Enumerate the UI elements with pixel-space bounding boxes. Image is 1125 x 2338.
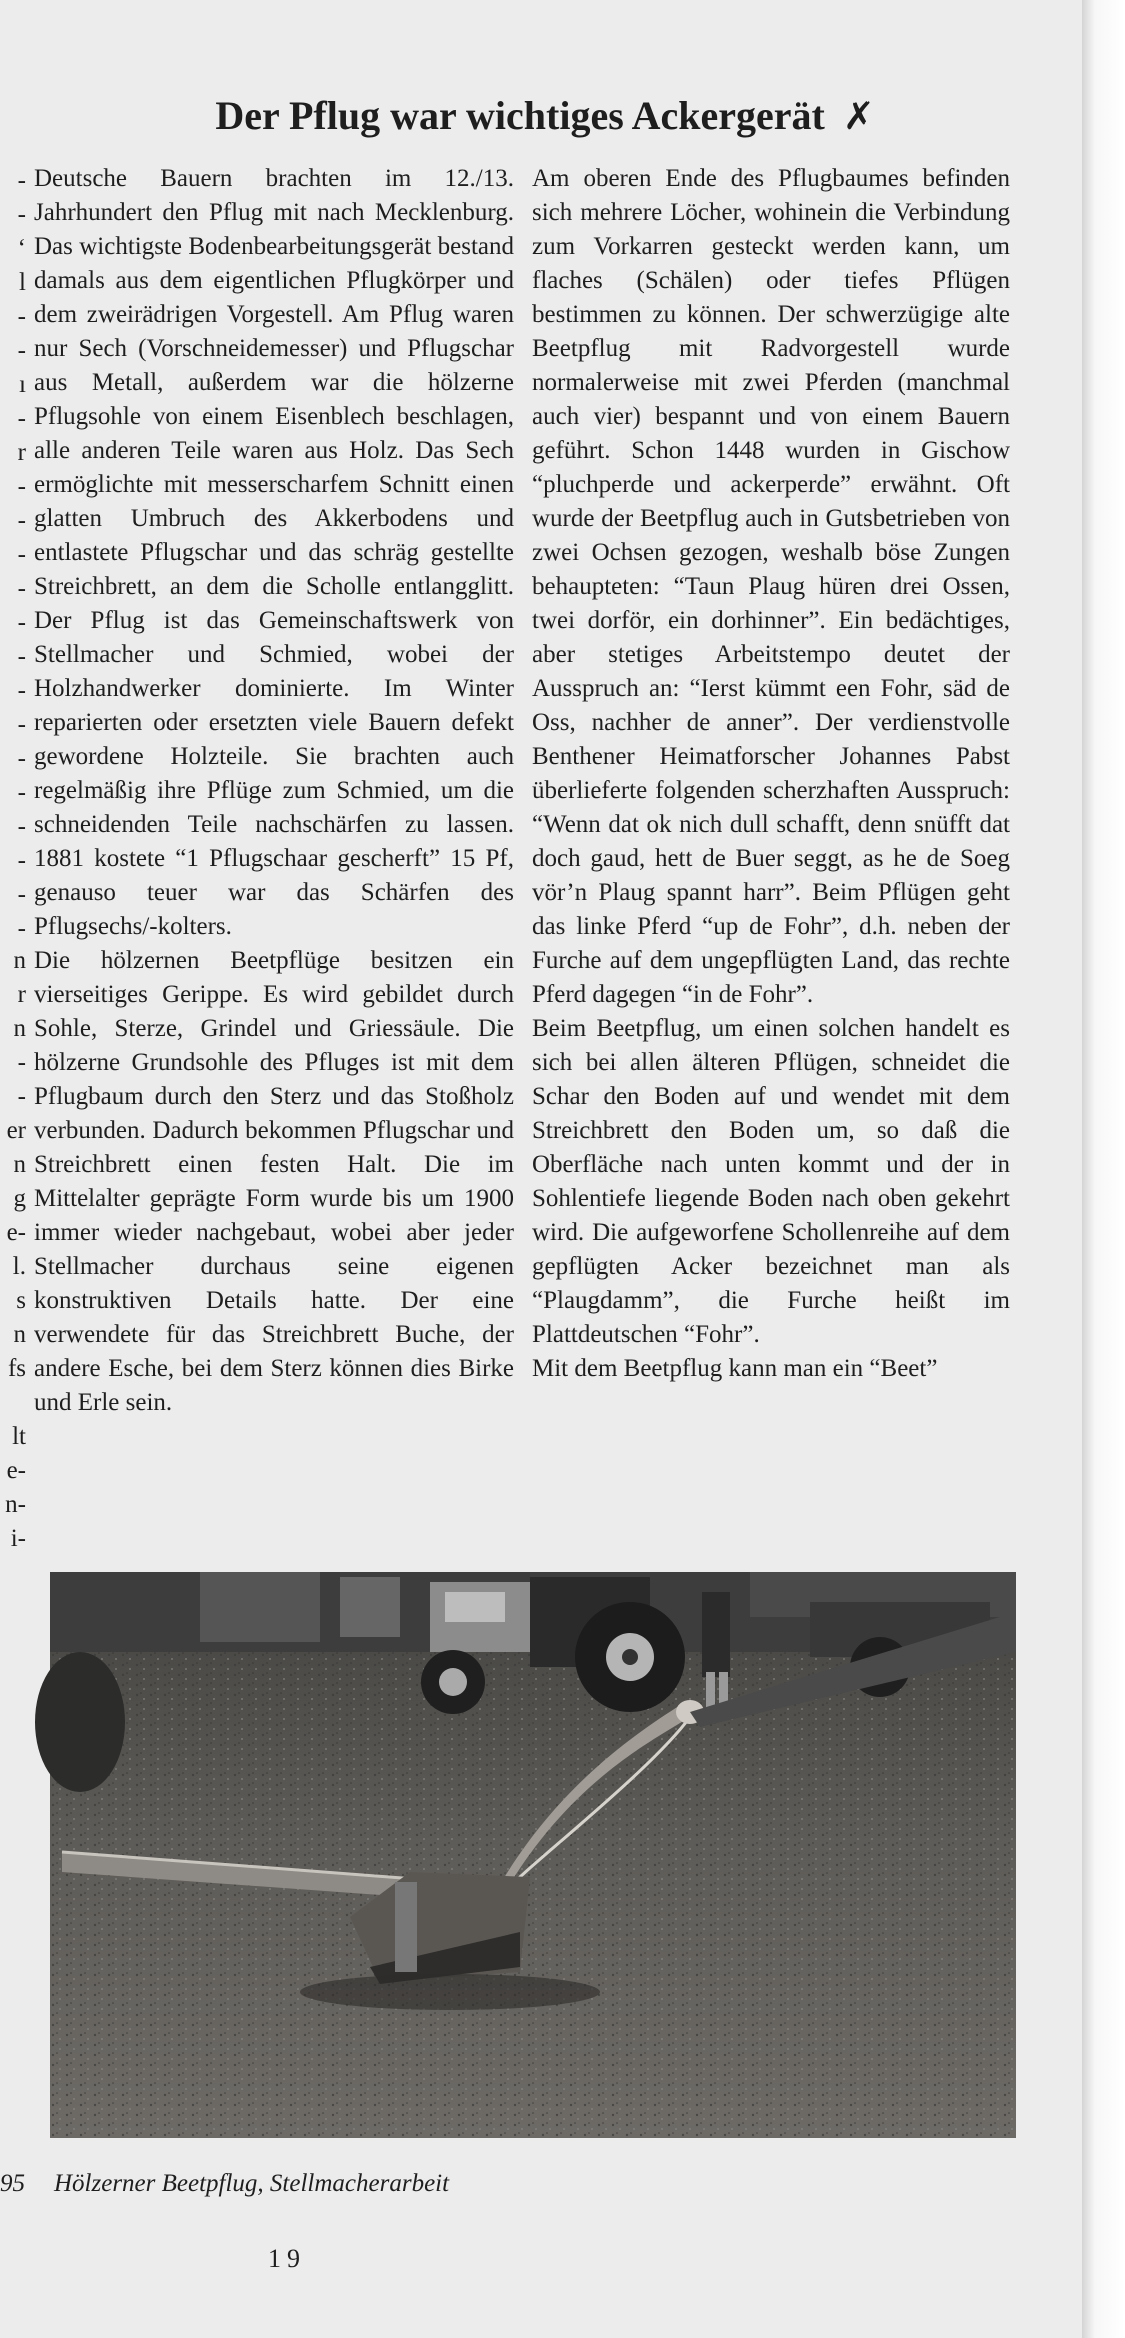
fragment-line: -: [17, 779, 26, 806]
fragment-line: -: [17, 1083, 26, 1110]
fragment-line: -: [17, 677, 26, 704]
fragment-line: -: [17, 881, 26, 908]
fragment-line: ‘: [17, 235, 26, 262]
neighbour-column-fragments-bottom: [0, 944, 26, 1556]
plough-photograph: [50, 1572, 1016, 2138]
fragment-line: lt: [12, 1423, 26, 1450]
fragment-line: n: [13, 947, 26, 974]
paragraph: Mit dem Beetpflug kann man ein “Beet”: [532, 1355, 938, 1382]
left-text-column: [34, 162, 514, 1420]
fragment-line: n: [13, 1015, 26, 1042]
fragment-line: -: [17, 643, 26, 670]
fragment-line: -: [17, 507, 26, 534]
fragment-line: -: [17, 609, 26, 636]
fragment-line: er: [6, 1117, 26, 1144]
photo-caption: Hölzerner Beetpflug, Stellmacherarbeit: [54, 2170, 450, 2197]
fragment-line: i-: [10, 1525, 26, 1552]
fragment-line: [0, 1386, 26, 1420]
fragment-line: -: [17, 167, 26, 194]
fragment-line: s: [16, 1287, 26, 1314]
fragment-line: -: [17, 405, 26, 432]
fragment-line: n: [13, 1321, 26, 1348]
article-title: [80, 92, 1010, 139]
fragment-line: -: [17, 711, 26, 738]
fragment-line: g: [13, 1185, 26, 1212]
fragment-line: -: [17, 575, 26, 602]
plough-photo-drawing: [50, 1572, 1016, 2138]
handwritten-cross-mark: ✗: [842, 94, 875, 138]
fragment-line: r: [17, 439, 26, 466]
fragment-line: -: [17, 541, 26, 568]
page-number: 19: [268, 2244, 306, 2273]
fragment-line: -: [17, 745, 26, 772]
page-edge: [1082, 0, 1125, 2338]
paragraph: Die hölzernen Beetpflüge besitzen ein vierseitiges Gerippe. Es wird gebildet durch Sohle, Sterze, Grindel und Griessäule. Die hölzerne Grundsohle des Pfluges ist mit dem Pflugbaum durch den Sterz und das Stoßholz verbunden. Dadurch bekommen Pflugschar und Streichbrett einen festen Halt. Die im Mittelalter geprägte Form wurde bis um 1900 immer wieder nachgebaut, wobei aber jeder Stellmacher durchaus seine eigenen konstruktiven Details hatte. Der eine verwendete für das Streichbrett Buche, der andere Esche, bei dem Sterz können dies Birke und Erle sein.: [34, 947, 514, 1416]
fragment-line: ı: [19, 371, 26, 398]
fragment-line: -: [17, 847, 26, 874]
fragment-line: -: [17, 201, 26, 228]
paragraph: Am oberen Ende des Pflugbaumes befinden sich mehrere Löcher, wohinein die Verbindung zum Vorkarren gesteckt werden kann, um flaches (Schälen) oder tiefes Pflügen bestimmen zu können. Der schwerzügige alte Beetpflug mit Radvorgestell wurde normalerweise mit zwei Pferden (manchmal auch vier) bespannt und von einem Bauern geführt. Schon 1448 wurden in Gischow “pluchperde und ackerperde” erwähnt. Oft wurde der Beetpflug auch in Gutsbetrieben von zwei Ochsen gezogen, weshalb böse Zungen behaupteten: “Taun Plaug hüren drei Ossen, twei dorför, ein dorhinner”. Ein bedächtiges, aber stetiges Arbeitstempo deutet der Ausspruch an: “Ierst kümmt een Fohr, säd de Oss, nachher de anner”. Der verdienstvolle Benthener Heimatforscher Johannes Pabst überlieferte folgenden scherzhaften Ausspruch: “Wenn dat ok nich dull schafft, denn snüfft dat doch gaud, hett de Buer seggt, as he de Soeg vör’n Plaug spannt harr”. Beim Pflügen geht das linke Pferd “up de Fohr”, d.h. neben der Furche auf dem ungepflügten Land, das rechte Pferd dagegen “in de Fohr”.: [532, 165, 1010, 1008]
fragment-line: fs: [7, 1355, 26, 1382]
fragment-line: l: [19, 269, 26, 296]
fragment-line: -: [17, 915, 26, 942]
paragraph: Beim Beetpflug, um einen solchen handelt es sich bei allen älteren Pflügen, schneidet die Schar den Boden auf und wendet mit dem Streichbrett den Boden um, so daß die Oberfläche nach unten kommt und der in Sohlentiefe liegende Boden nach oben gekehrt wird. Die aufgeworfene Schollenreihe auf dem gepflügten Acker bezeichnet man als “Plaugdamm”, die Furche heißt im Plattdeutschen “Fohr”.: [532, 1015, 1010, 1348]
paragraph: Deutsche Bauern brachten im 12./13. Jahrhundert den Pflug mit nach Mecklenburg. Das wichtigste Bodenbearbeitungsgerät bestand damals aus dem eigentlichen Pflugkörper und dem zweirädrigen Vorgestell. Am Pflug waren nur Sech (Vorschneidemesser) und Pflugschar aus Metall, außerdem war die hölzerne Pflugsohle von einem Eisenblech beschlagen, alle anderen Teile waren aus Holz. Das Sech ermöglichte mit messerscharfem Schnitt einen glatten Umbruch des Akkerbodens und entlastete Pflugschar und das schräg gestellte Streichbrett, an dem die Scholle entlangglitt. Der Pflug ist das Gemeinschaftswerk von Stellmacher und Schmied, wobei der Holzhandwerker dominierte. Im Winter reparierten oder ersetzten viele Bauern defekt gewordene Holzteile. Sie brachten auch regelmäßig ihre Pflüge zum Schmied, um die schneidenden Teile nachschärfen zu lassen. 1881 kostete “1 Pflugschaar gescherft” 15 Pf, genauso teuer war das Schärfen des Pflugsechs/-kolters.: [34, 165, 514, 940]
fragment-line: -: [17, 303, 26, 330]
article-title-text: Der Pflug war wichtiges Ackergerät: [215, 93, 825, 138]
fragment-line: -: [17, 473, 26, 500]
fragment-line: -: [17, 813, 26, 840]
fragment-line: n-: [5, 1491, 26, 1518]
fragment-line: -: [17, 337, 26, 364]
fragment-line: n: [13, 1151, 26, 1178]
neighbour-caption-fragment: 95: [0, 2170, 25, 2197]
fragment-line: e-: [6, 1457, 26, 1484]
fragment-line: r: [17, 981, 26, 1008]
right-text-column: [532, 162, 1010, 1386]
fragment-line: l.: [12, 1253, 26, 1280]
fragment-line: -: [17, 1049, 26, 1076]
fragment-line: e-: [6, 1219, 26, 1246]
neighbour-column-fragments-top: [0, 164, 26, 946]
